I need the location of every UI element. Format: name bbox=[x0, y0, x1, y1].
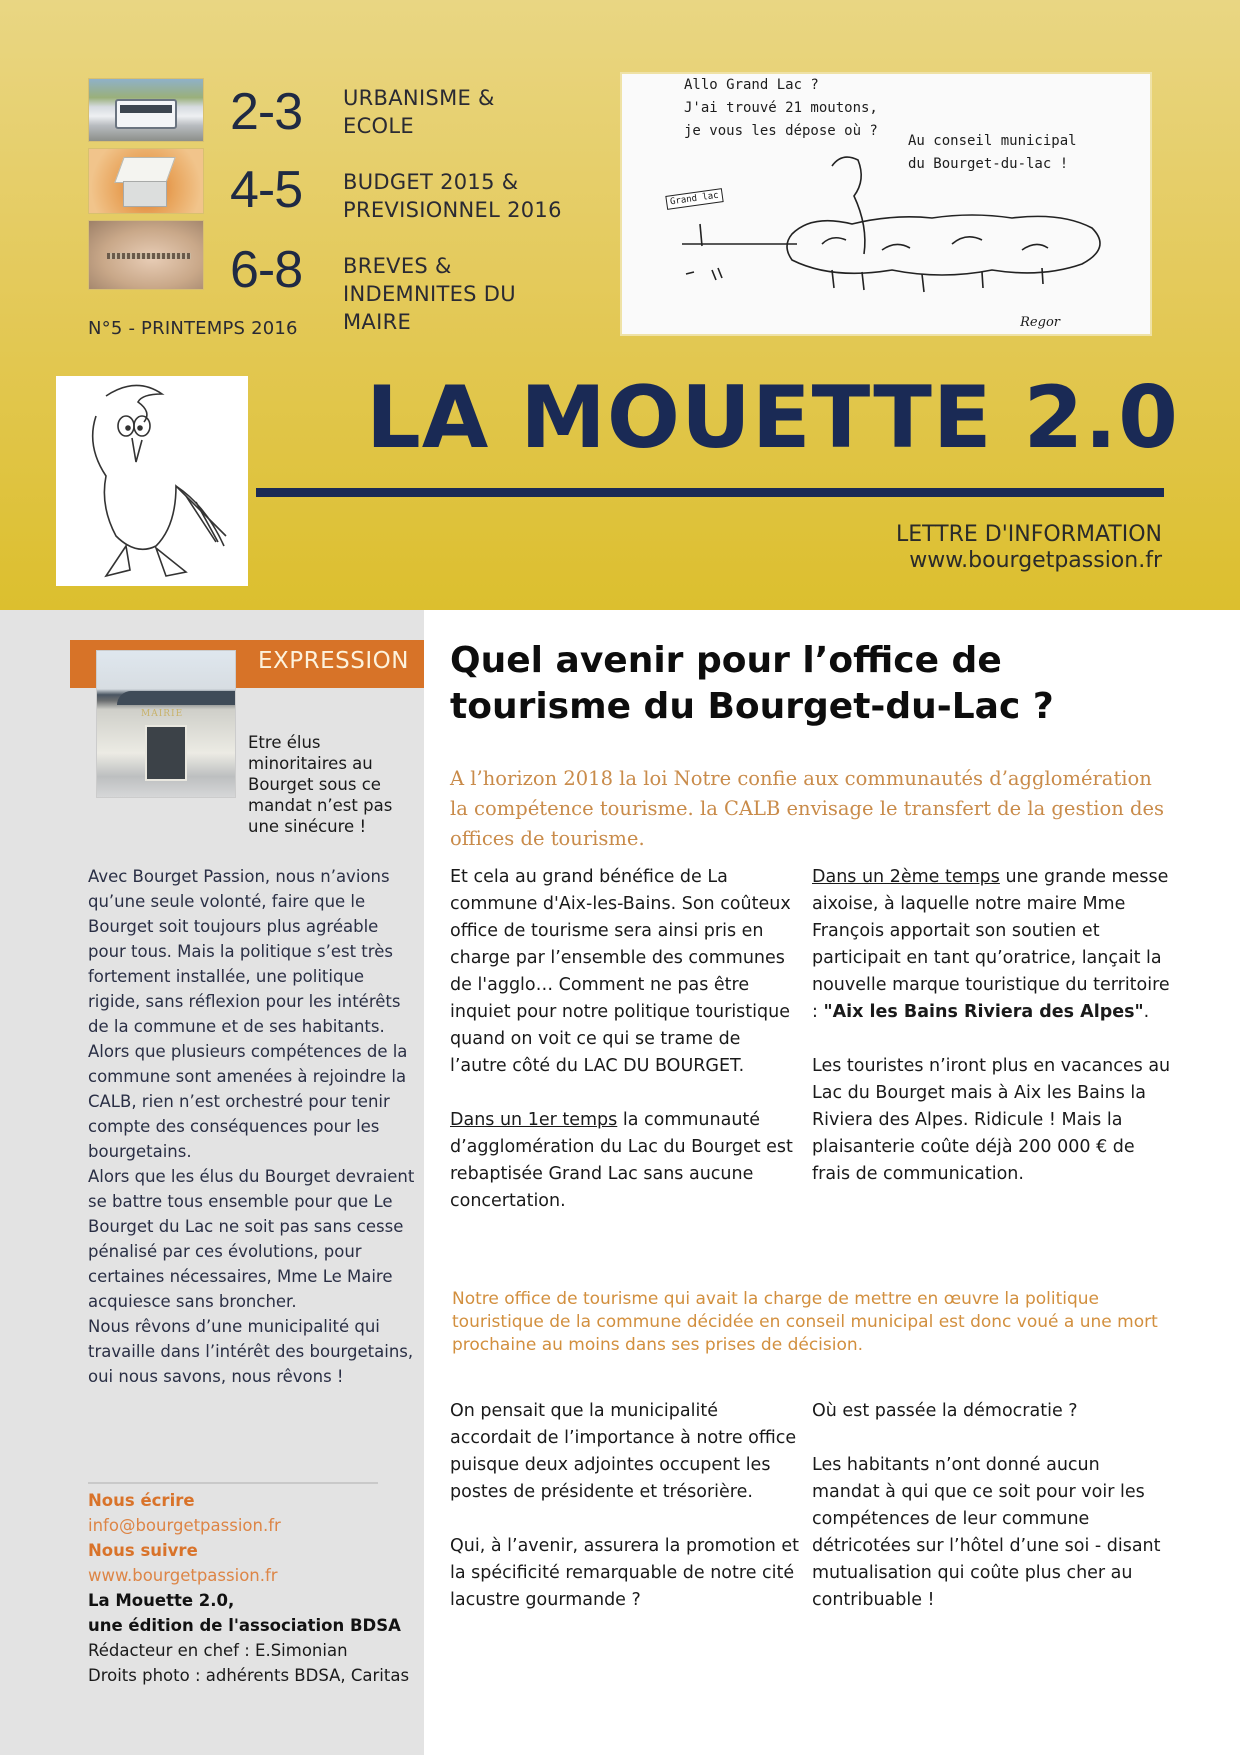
article-paragraph: Et cela au grand bénéfice de La commune d'Aix-les-Bains. Son coûteux office de tourisme sera ainsi pris en charge par l’ensemble des communes de l'agglo… Comment ne pas être inquiet pour notre politique touristique quand on voit ce qui se trame de l’autre côté du LAC DU BOURGET. bbox=[450, 867, 791, 1076]
article-paragraph: Où est passée la démocratie ? bbox=[812, 1401, 1078, 1421]
signpost bbox=[700, 224, 702, 246]
door-shape bbox=[145, 725, 187, 781]
write-label: Nous écrire bbox=[88, 1491, 195, 1510]
cartoon-signature: Regor bbox=[1020, 315, 1060, 330]
speech-bubble-2 bbox=[908, 130, 1077, 176]
paragraph-text: la communauté d’agglomération du Lac du Bourget est rebaptisée Grand Lac sans aucune concertation. bbox=[450, 1110, 793, 1211]
article-column-3 bbox=[450, 1398, 802, 1641]
paragraph-text: . bbox=[1143, 1002, 1150, 1022]
article-paragraph: Qui, à l’avenir, assurera la promotion et la spécificité remarquable de notre cité lacustre gourmande ? bbox=[450, 1536, 800, 1610]
cartoon bbox=[620, 72, 1152, 336]
newsletter-subtitle bbox=[896, 522, 1162, 574]
expression-paragraph: Avec Bourget Passion, nous n’avions qu’une seule volonté, faire que le Bourget soit toujours plus agréable pour tous. Mais la politique s’est très fortement installée, une politique rigide, sans réflexion pour les intérêts de la commune et de ses habitants. Alors que plusieurs compétences de la commune sont amenées à rejoindre la CALB, rien n’est orchestré pour tenir compte des conséquences pour les bourgetains. bbox=[88, 867, 408, 1161]
article-column-1 bbox=[450, 864, 802, 1242]
article-lede: A l’horizon 2018 la loi Notre confie aux communautés d’agglomération la compétence tourisme. la CALB envisage le transfert de la gestion des offices de tourisme. bbox=[450, 767, 1165, 850]
article-paragraph: Les habitants n’ont donné aucun mandat à qui que ce soit pour voir les compétences de leur commune détricotées sur l’hôtel d’une soi - disant mutualisation qui coûte plus cher au contribuable ! bbox=[812, 1455, 1161, 1610]
zipped-mouth-photo bbox=[88, 220, 204, 290]
speech-line: Au conseil municipal bbox=[908, 133, 1077, 149]
toc-topic-line: ECOLE bbox=[343, 114, 414, 138]
article-callout: Notre office de tourisme qui avait la charge de mettre en œuvre la politique touristique de la commune décidée en conseil municipal est donc voué a une mort prochaine au moins dans ses prises de décision. bbox=[452, 1289, 1158, 1355]
toc-topic-1 bbox=[343, 84, 495, 140]
article-headline: Quel avenir pour l’office de tourisme du Bourget-du-Lac ? bbox=[450, 640, 1054, 727]
toc-topic-2 bbox=[343, 168, 562, 224]
article-column-4 bbox=[812, 1398, 1172, 1641]
masthead bbox=[0, 0, 1240, 610]
toc-topic-line: MAIRE bbox=[343, 310, 412, 334]
email-link[interactable]: info@bourgetpassion.fr bbox=[88, 1516, 281, 1535]
town-hall-photo bbox=[96, 650, 236, 798]
grand-lac-sign: Grand lac bbox=[665, 188, 723, 210]
toc-topic-line: BREVES & bbox=[343, 254, 452, 278]
shepherd bbox=[832, 157, 865, 254]
expression-paragraph: Alors que les élus du Bourget devraient se battre tous ensemble pour que Le Bourget du Lac ne soit pas sans cesse pénalisé par ces évolutions, pour certaines nécessaires, Mme Le Maire acquiesce sans broncher. bbox=[88, 1167, 415, 1311]
speech-bubble-1 bbox=[684, 74, 878, 143]
speech-line: Allo Grand Lac ? bbox=[684, 77, 819, 93]
publisher: une édition de l'association BDSA bbox=[88, 1616, 401, 1635]
walls-shape bbox=[123, 181, 167, 207]
editor-credit: Rédacteur en chef : E.Simonian bbox=[88, 1641, 348, 1660]
seagull-logo bbox=[56, 376, 248, 586]
underlined-phrase: Dans un 1er temps bbox=[450, 1110, 618, 1130]
toc-pages-3: 6-8 bbox=[230, 241, 303, 299]
section-label-expression: EXPRESSION bbox=[258, 648, 409, 674]
brand-name: "Aix les Bains Riviera des Alpes" bbox=[823, 1002, 1144, 1022]
issue-number: N°5 - PRINTEMPS 2016 bbox=[88, 318, 298, 339]
underlined-phrase: Dans un 2ème temps bbox=[812, 867, 1000, 887]
speech-line: du Bourget-du-lac ! bbox=[908, 156, 1069, 172]
toc-topic-line: BUDGET 2015 & bbox=[343, 170, 519, 194]
toc-topic-3 bbox=[343, 252, 516, 336]
article-paragraph: Les touristes n’iront plus en vacances au Lac du Bourget mais à Aix les Bains la Riviera des Alpes. Ridicule ! Mais la plaisanterie coûte déjà 200 000 € de frais de communication. bbox=[812, 1056, 1171, 1184]
article-paragraph bbox=[450, 1107, 802, 1215]
roof-shape bbox=[114, 157, 175, 183]
zip-shape bbox=[107, 253, 191, 259]
header-website-link[interactable]: www.bourgetpassion.fr bbox=[909, 548, 1162, 573]
expression-paragraph: Nous rêvons d’une municipalité qui travaille dans l’intérêt des bourgetains, oui nous savons, nous rêvons ! bbox=[88, 1317, 414, 1386]
toc-topic-line: INDEMNITES DU bbox=[343, 282, 516, 306]
publication-name: La Mouette 2.0, bbox=[88, 1591, 235, 1610]
bus-shape bbox=[115, 99, 177, 129]
contact-block bbox=[88, 1488, 418, 1688]
follow-label: Nous suivre bbox=[88, 1541, 198, 1560]
mairie-sign: MAIRIE bbox=[141, 709, 184, 719]
subtitle-text: LETTRE D'INFORMATION bbox=[895, 522, 1162, 547]
toc-topic-line: PREVISIONNEL 2016 bbox=[343, 198, 562, 222]
article-paragraph: On pensait que la municipalité accordait de l’importance à notre office puisque deux adjointes occupent les postes de présidente et trésorière. bbox=[450, 1401, 797, 1502]
website-link[interactable]: www.bourgetpassion.fr bbox=[88, 1566, 278, 1585]
bus-photo bbox=[88, 78, 204, 142]
expression-intro: Etre élus minoritaires au Bourget sous ce mandat n’est pas une sinécure ! bbox=[248, 733, 393, 836]
sidebar-divider bbox=[88, 1482, 378, 1484]
flock bbox=[787, 215, 1100, 275]
toc-pages-1: 2-3 bbox=[230, 83, 303, 141]
toc-topic-line: URBANISME & bbox=[343, 86, 495, 110]
article-column-2 bbox=[812, 864, 1172, 1215]
banknote-house-photo bbox=[88, 148, 204, 214]
toc-pages-2: 4-5 bbox=[230, 161, 303, 219]
speech-line: J'ai trouvé 21 moutons, bbox=[684, 100, 878, 116]
speech-line: je vous les dépose où ? bbox=[684, 123, 878, 139]
article-paragraph bbox=[812, 864, 1172, 1026]
newsletter-title: LA MOUETTE 2.0 bbox=[366, 368, 1179, 468]
title-divider bbox=[256, 488, 1164, 497]
canopy-shape bbox=[117, 691, 236, 705]
expression-body bbox=[88, 864, 418, 1389]
photo-credit: Droits photo : adhérents BDSA, Caritas bbox=[88, 1666, 410, 1685]
seagull-icon bbox=[56, 376, 248, 586]
paragraph-text: une grande messe aixoise, à laquelle notre maire Mme François apportait son soutien et participait en tant qu’oratrice, lançait la nouvelle marque touristique du territoire : bbox=[812, 867, 1170, 1022]
